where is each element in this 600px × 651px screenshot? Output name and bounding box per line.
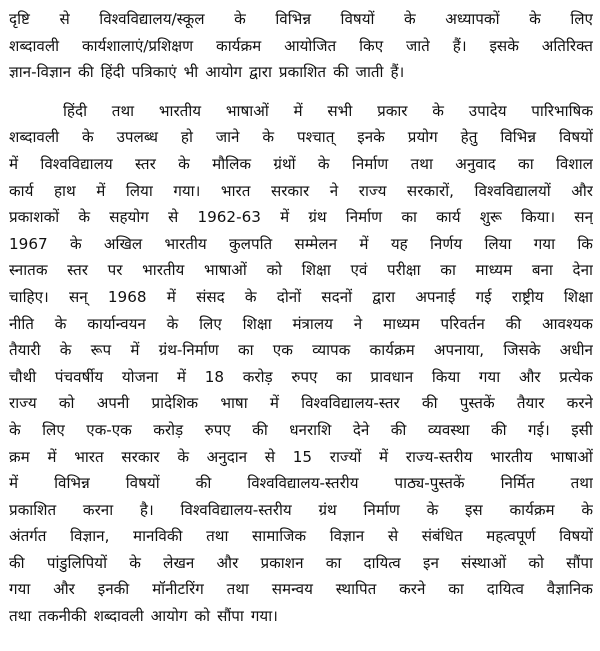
word: पांडुलिपियों — [46, 553, 108, 572]
word: भारतीय — [142, 261, 185, 280]
text-line — [9, 417, 593, 444]
word: विश्वविद्यालय-स्तरीय — [247, 474, 359, 493]
word: प्रादेशिक — [151, 394, 199, 413]
word: पंचवर्षीय — [54, 367, 104, 386]
word: को — [266, 261, 283, 280]
word: में — [359, 234, 369, 253]
word: अखिल — [103, 234, 143, 253]
word: कि — [577, 234, 593, 253]
word: माध्यम — [475, 261, 513, 280]
word: 1967 — [9, 234, 48, 253]
word: हिंदी — [63, 101, 87, 120]
text-line — [9, 59, 593, 86]
word: जाते — [405, 36, 430, 55]
word: विश्वविद्यालयों — [474, 181, 551, 200]
word: ज्ञान-विज्ञान — [9, 63, 72, 82]
word: तथा — [570, 474, 593, 493]
word: आयोजित — [284, 36, 337, 55]
word: तैयार — [516, 394, 545, 413]
word: मंत्रालय — [292, 314, 333, 333]
word: किए — [359, 36, 384, 55]
word: निर्माण — [351, 154, 389, 173]
word: के — [317, 154, 330, 173]
word: विभिन्न — [54, 474, 90, 493]
word: माध्यम — [383, 314, 420, 333]
word: है। — [139, 500, 154, 519]
word: पारिभाषिक — [531, 101, 593, 120]
word: दायित्व — [363, 553, 401, 572]
word: द्वारा — [372, 287, 396, 306]
word: जाने — [215, 128, 240, 147]
word: आयोग — [150, 607, 188, 626]
paragraph-spacer — [9, 86, 593, 98]
text-line — [9, 231, 593, 258]
word: कार्यान्वयन — [87, 314, 146, 333]
word: पत्रिकाएं — [131, 63, 177, 82]
word: प्रावधान — [370, 367, 414, 386]
word: भाषाओं — [203, 261, 247, 280]
word: शब्दावली — [9, 128, 60, 147]
word: हैं। — [452, 36, 467, 55]
word: विभिन्न — [500, 128, 536, 147]
word: सरकार — [121, 447, 160, 466]
word: मॉनीटरिंग — [152, 580, 204, 599]
word: स्थापित — [335, 580, 377, 599]
word: सम्मेलन — [294, 234, 338, 253]
word: अनुदान — [206, 447, 248, 466]
word: भारत — [220, 181, 251, 200]
word: निर्माण — [363, 500, 400, 519]
word: सदनों — [321, 287, 353, 306]
word: लिया — [484, 234, 512, 253]
word: कार्यक्रम — [216, 36, 262, 55]
word: क्रम — [9, 447, 30, 466]
word: इन — [422, 553, 439, 572]
text-line — [9, 497, 593, 524]
word: शुरू — [479, 208, 502, 227]
word: ग्रंथ — [308, 208, 327, 227]
word: उपलब्ध — [116, 128, 158, 147]
word: का — [440, 261, 456, 280]
word: करोड़ — [242, 367, 273, 386]
text-line — [9, 603, 593, 630]
word: के — [529, 10, 541, 28]
word: विषयों — [125, 474, 160, 493]
word: प्रकाशित — [9, 500, 57, 519]
word: राज्य-स्तरीय — [405, 447, 473, 466]
word: विश्वविद्यालय/स्कूल — [99, 10, 205, 28]
word: इनके — [357, 128, 385, 147]
word: के — [54, 314, 67, 333]
text-line — [9, 257, 593, 284]
word: देने — [352, 420, 370, 439]
word: 15 — [292, 447, 313, 466]
word: संबंधित — [421, 527, 463, 546]
word: 1968 — [107, 287, 147, 306]
word: का — [336, 367, 352, 386]
word: सन् — [68, 287, 88, 306]
word: भारत — [74, 447, 104, 466]
word: के — [59, 341, 72, 360]
text-line — [9, 151, 593, 178]
word: अनुवाद — [455, 154, 496, 173]
word: ने — [353, 314, 363, 333]
word: प्रकाशित — [278, 63, 327, 82]
word: कुलपति — [229, 234, 273, 253]
word: हैं। — [390, 63, 405, 82]
word: जाती — [355, 63, 384, 82]
word: करना — [82, 500, 114, 519]
word: तथा — [111, 101, 135, 120]
word: उपादेय — [468, 101, 507, 120]
word: भी — [183, 63, 199, 82]
word: स्तर — [67, 261, 88, 280]
word: राज्य — [358, 181, 387, 200]
word: परिवर्तन — [440, 314, 485, 333]
word: की — [390, 420, 407, 439]
word: के — [234, 10, 246, 28]
word: स्तर — [135, 154, 156, 173]
word: भाषाओं — [549, 447, 593, 466]
word: रुपए — [204, 420, 231, 439]
word: के — [177, 447, 189, 466]
word: अतिरिक्त — [541, 36, 593, 55]
word: चाहिए। — [9, 287, 49, 306]
word: का — [401, 208, 417, 227]
word: का — [518, 154, 534, 173]
word: संसद — [196, 287, 225, 306]
word: किया। — [521, 208, 556, 227]
word: भारतीय — [158, 101, 202, 120]
word: में — [9, 154, 19, 173]
word: तकनीकी — [38, 607, 87, 626]
word: निर्माण — [345, 208, 383, 227]
word: अंतर्गत — [9, 527, 47, 546]
word: के — [69, 234, 82, 253]
word: विश्वविद्यालय-स्तरीय — [180, 500, 292, 519]
word: दोनों — [276, 287, 302, 306]
word: तथा — [9, 607, 32, 626]
word: में — [47, 447, 57, 466]
word: राज्यों — [329, 447, 362, 466]
word: में — [96, 181, 106, 200]
word: गई — [475, 287, 492, 306]
word: की — [195, 474, 212, 493]
word: की — [490, 420, 507, 439]
word: लिए — [199, 314, 222, 333]
word: रूप — [90, 341, 112, 360]
word: और — [53, 580, 75, 599]
text-line — [9, 364, 593, 391]
word: विषयों — [558, 128, 593, 147]
word: मानविकी — [133, 527, 183, 546]
word: सहयोग — [109, 208, 149, 227]
word: एक-एक — [86, 420, 132, 439]
word: कार्य — [9, 181, 34, 200]
text-line — [9, 444, 593, 471]
word: देना — [572, 261, 593, 280]
word: कार्यक्रम — [509, 500, 555, 519]
text-line — [9, 550, 593, 577]
word: का — [325, 553, 342, 572]
word: के — [426, 500, 439, 519]
word: तथा — [226, 580, 249, 599]
word: से — [387, 527, 399, 546]
word: परीक्षा — [387, 261, 421, 280]
word: की — [505, 314, 522, 333]
word: तथा — [206, 527, 229, 546]
word: दायित्व — [486, 580, 524, 599]
word: भारतीय — [490, 447, 533, 466]
word: के — [244, 287, 257, 306]
word: आवश्यक — [542, 314, 593, 333]
word: और — [216, 553, 239, 572]
word: प्रकाशन — [260, 553, 304, 572]
word: गई। — [528, 420, 550, 439]
word: करने — [399, 580, 426, 599]
paragraph-2 — [9, 98, 593, 630]
word: योजना — [121, 367, 159, 386]
word: राज्य — [9, 394, 37, 413]
word: में — [280, 208, 290, 227]
word: कार्य — [436, 208, 461, 227]
word: तथा — [410, 154, 433, 173]
word: विशाल — [555, 154, 593, 173]
word: गया — [533, 234, 556, 253]
word: पाठ्य-पुस्तकें — [394, 474, 465, 493]
word: में — [379, 447, 389, 466]
word: मौलिक — [212, 154, 252, 173]
word: के — [129, 553, 141, 572]
text-line — [9, 124, 593, 151]
word: से — [59, 10, 70, 28]
word: ने — [329, 181, 339, 200]
word: और — [571, 181, 593, 200]
word: बना — [531, 261, 553, 280]
word: गया — [478, 367, 501, 386]
word: से — [264, 447, 276, 466]
word: धनराशि — [289, 420, 332, 439]
word: की — [9, 553, 25, 572]
word: में — [269, 394, 279, 413]
word: के — [262, 128, 275, 147]
word: से — [167, 208, 179, 227]
word: प्रकाशकों — [9, 208, 60, 227]
word: रुपए — [291, 367, 318, 386]
word: नीति — [9, 314, 34, 333]
word: विश्वविद्यालय-स्तर — [301, 394, 400, 413]
word: चौथी — [9, 367, 37, 386]
text-line — [9, 470, 593, 497]
word: विश्वविद्यालय — [40, 154, 113, 173]
word: पश्चात् — [297, 128, 335, 147]
word: राष्ट्रीय — [511, 287, 544, 306]
word: अध्यापकों — [445, 10, 500, 28]
word: के — [166, 314, 179, 333]
word: में — [176, 367, 186, 386]
word: आयोग — [205, 63, 243, 82]
word: पर — [107, 261, 123, 280]
word: कार्यशालाएं/प्रशिक्षण — [81, 36, 194, 55]
word: में — [9, 474, 19, 493]
word: व्यवस्था — [427, 420, 470, 439]
word: एक — [272, 341, 293, 360]
word: किया — [431, 367, 461, 386]
word: सभी — [327, 101, 353, 120]
word: विभिन्न — [275, 10, 311, 28]
word: सरकारों, — [406, 181, 454, 200]
word: लेखन — [163, 553, 195, 572]
word: के — [82, 128, 94, 147]
word: यह — [390, 234, 408, 253]
word: का — [448, 580, 464, 599]
word: शिक्षा — [563, 287, 593, 306]
word: स्नातक — [9, 261, 48, 280]
word: में — [293, 101, 303, 120]
word: प्रयोग — [407, 128, 438, 147]
text-line — [9, 337, 593, 364]
word: करने — [566, 394, 593, 413]
word: अपनाया, — [433, 341, 485, 360]
word: पुस्तकें — [459, 394, 495, 413]
word: 18 — [204, 367, 225, 386]
word: के — [404, 10, 416, 28]
text-line — [9, 204, 593, 231]
word: में — [130, 341, 140, 360]
word: करोड़ — [153, 420, 184, 439]
word: की — [421, 394, 438, 413]
word: शिक्षा — [242, 314, 272, 333]
word: शब्दावली — [9, 36, 60, 55]
text-line — [9, 6, 593, 33]
word: गया — [9, 580, 31, 599]
word: ग्रंथों — [273, 154, 296, 173]
word: कार्यक्रम — [369, 341, 415, 360]
word: लिया — [125, 181, 153, 200]
word: इस — [464, 500, 483, 519]
word: ग्रंथ-निर्माण — [158, 341, 219, 360]
word: अधीन — [559, 341, 593, 360]
word: विज्ञान, — [70, 527, 110, 546]
word: और — [518, 367, 541, 386]
word: प्रकार — [377, 101, 408, 120]
text-line — [9, 284, 593, 311]
word: अपनी — [96, 394, 130, 413]
word: ग्रंथ — [318, 500, 337, 519]
word: हो — [180, 128, 193, 147]
word: भाषाओं — [225, 101, 269, 120]
word: हाथ — [53, 181, 76, 200]
word: के — [432, 101, 444, 120]
paragraph-1 — [9, 6, 593, 86]
word: द्वारा — [249, 63, 272, 82]
word: सन् — [574, 208, 593, 227]
word: इसके — [489, 36, 519, 55]
text-line — [9, 98, 593, 125]
text-line — [9, 390, 593, 417]
text-line — [9, 576, 593, 603]
text-line — [9, 178, 593, 205]
word: का — [237, 341, 254, 360]
word: सौंपा — [566, 553, 593, 572]
word: निर्णय — [429, 234, 463, 253]
word: सौंपा — [217, 607, 244, 626]
word: एवं — [350, 261, 368, 280]
word: को — [194, 607, 211, 626]
word: की — [78, 63, 94, 82]
word: की — [252, 420, 268, 439]
word: हेतु — [460, 128, 478, 147]
word: के — [78, 208, 91, 227]
word: सामाजिक — [252, 527, 307, 546]
word: निर्मित — [500, 474, 535, 493]
word: हिंदी — [100, 63, 125, 82]
word: शिक्षा — [301, 261, 331, 280]
word: इनकी — [97, 580, 130, 599]
word: संस्थाओं — [461, 553, 507, 572]
word: महत्वपूर्ण — [486, 527, 536, 546]
word: गया। — [250, 607, 278, 626]
word: विषयों — [559, 527, 593, 546]
word: विषयों — [340, 10, 375, 28]
word: भारतीय — [164, 234, 207, 253]
word: की — [333, 63, 349, 82]
word: 1962-63 — [197, 208, 261, 227]
word: तैयारी — [9, 341, 41, 360]
word: अपनाई — [415, 287, 456, 306]
text-line — [9, 523, 593, 550]
word: में — [166, 287, 176, 306]
word: को — [58, 394, 75, 413]
word: भाषा — [220, 394, 248, 413]
word: इसी — [571, 420, 593, 439]
word: दृष्टि — [9, 10, 30, 28]
word: जिसके — [503, 341, 541, 360]
word: वैज्ञानिक — [546, 580, 593, 599]
word: विज्ञान — [329, 527, 365, 546]
word: समन्वय — [271, 580, 313, 599]
word: के — [581, 500, 593, 519]
word: लिए — [42, 420, 65, 439]
word: सरकार — [270, 181, 310, 200]
word: शब्दावली — [93, 607, 144, 626]
word: प्रत्येक — [559, 367, 593, 386]
word: गया। — [173, 181, 201, 200]
word: के — [178, 154, 190, 173]
word: को — [528, 553, 544, 572]
text-line — [9, 33, 593, 60]
text-line — [9, 311, 593, 338]
word: व्यापक — [312, 341, 351, 360]
word: के — [9, 420, 21, 439]
word: लिए — [570, 10, 593, 28]
